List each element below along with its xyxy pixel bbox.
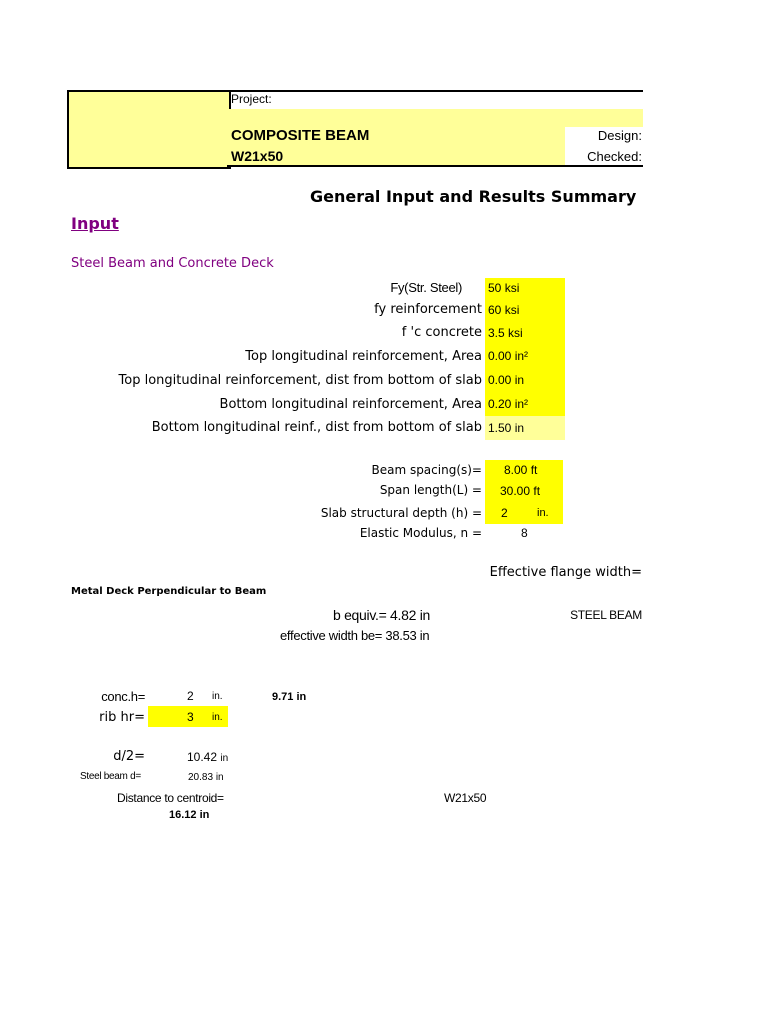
d-half-label: d/2= [113, 749, 145, 764]
geometry-value: 8.00 ft [504, 463, 538, 477]
material-value: 0.00 in [488, 373, 525, 387]
steel-section-heading: Steel Beam and Concrete Deck [71, 256, 274, 271]
centroid-value: 16.12 in [169, 809, 210, 821]
material-label: fy reinforcement [374, 302, 482, 317]
material-value: 1.50 in [488, 421, 525, 435]
header-title: COMPOSITE BEAM [231, 127, 370, 144]
project-label: Project: [231, 92, 272, 106]
d-half-value: 10.42 in [187, 750, 229, 764]
rib-hr-value: 3 [187, 710, 194, 724]
material-label: Fy(Str. Steel) [390, 280, 462, 295]
input-heading: Input [71, 214, 119, 233]
geometry-label: Slab structural depth (h) = [320, 506, 482, 520]
material-label: f 'c concrete [401, 325, 482, 340]
geometry-value: 2 [501, 506, 508, 520]
material-value: 60 ksi [488, 303, 520, 317]
material-value: 0.00 in² [488, 349, 529, 363]
conc-h-label: conc.h= [101, 689, 145, 704]
steel-d-value: 20.83 in [188, 772, 224, 783]
geometry-value: 8 [521, 526, 528, 540]
geometry-label: Beam spacing(s)= [371, 463, 482, 477]
section-label: W21x50 [444, 791, 487, 805]
material-label: Top longitudinal reinforcement, dist from bottom of slab [118, 373, 482, 388]
header-bottom-border [227, 165, 643, 167]
header-yellow-band [229, 109, 643, 127]
material-label: Bottom longitudinal reinforcement, Area [219, 397, 482, 412]
checked-label: Checked: [587, 149, 642, 164]
centroid-label: Distance to centroid= [117, 791, 224, 805]
deck-heading: Metal Deck Perpendicular to Beam [71, 586, 267, 597]
header-top-border [227, 90, 643, 92]
geometry-label: Elastic Modulus, n = [359, 526, 482, 540]
geometry-input-cell[interactable] [485, 502, 563, 524]
geometry-label: Span length(L) = [379, 483, 482, 497]
steel-d-label: Steel beam d= [80, 771, 141, 782]
summary-title: General Input and Results Summary [310, 187, 637, 206]
material-value: 50 ksi [488, 281, 520, 295]
rib-hr-unit: in. [212, 712, 223, 723]
conc-h-unit: in. [212, 691, 223, 702]
design-label: Design: [597, 128, 642, 143]
logo-box [67, 90, 231, 169]
b-equiv: b equiv.= 4.82 in [333, 607, 430, 623]
material-value: 0.20 in² [488, 397, 529, 411]
conc-h-value: 2 [187, 689, 194, 703]
steel-beam-label: STEEL BEAM [570, 608, 642, 622]
material-label: Bottom longitudinal reinf., dist from bottom of slab [151, 420, 482, 435]
effective-width: effective width be= 38.53 in [280, 628, 430, 643]
effective-flange-label: Effective flange width= [489, 565, 642, 580]
geometry-value: 30.00 ft [500, 484, 541, 498]
material-label: Top longitudinal reinforcement, Area [245, 349, 482, 364]
material-value: 3.5 ksi [488, 326, 523, 340]
dim-971: 9.71 in [272, 691, 307, 703]
geometry-unit: in. [537, 507, 549, 519]
rib-hr-label: rib hr= [99, 710, 145, 725]
header-section: W21x50 [231, 148, 284, 164]
